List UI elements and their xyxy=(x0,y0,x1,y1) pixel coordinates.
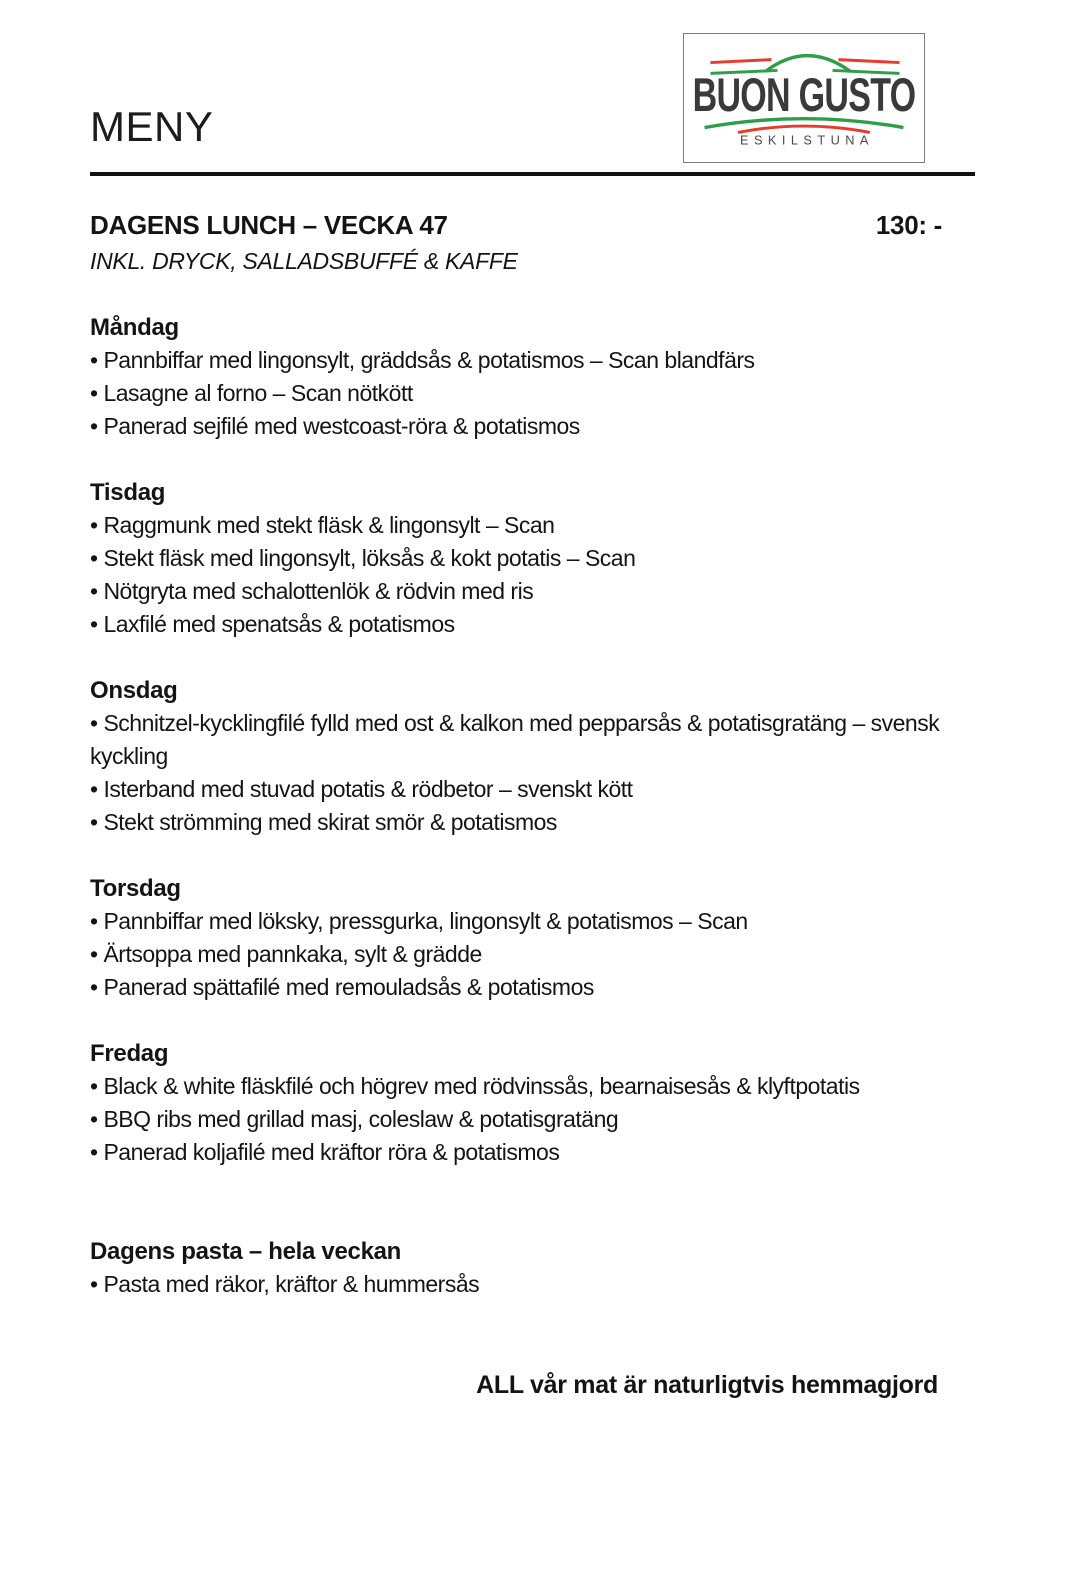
menu-item: • Laxfilé med spenatsås & potatismos xyxy=(90,611,455,638)
menu-sections xyxy=(90,311,1000,1301)
day-heading: Dagens pasta – hela veckan xyxy=(90,1238,402,1266)
restaurant-logo xyxy=(683,33,925,163)
day-heading: Fredag xyxy=(90,1040,169,1068)
day-heading: Tisdag xyxy=(90,479,166,507)
menu-day-section xyxy=(90,1037,1000,1169)
footer-note: ALL vår mat är naturligtvis hemmagjord xyxy=(476,1371,938,1400)
day-heading: Torsdag xyxy=(90,875,181,903)
buon-gusto-logo-icon xyxy=(684,34,924,162)
menu-item: • Stekt fläsk med lingonsylt, löksås & kokt potatis – Scan xyxy=(90,545,636,572)
menu-item: • Nötgryta med schalottenlök & rödvin med ris xyxy=(90,578,534,605)
day-items xyxy=(90,344,1000,443)
day-items xyxy=(90,1070,1000,1169)
menu-item: • Pasta med räkor, kräftor & hummersås xyxy=(90,1271,480,1298)
menu-day-section xyxy=(90,872,1000,1004)
logo-brand-text: BUON GUSTO xyxy=(692,68,916,122)
day-items xyxy=(90,1268,1000,1301)
menu-item: • Lasagne al forno – Scan nötkött xyxy=(90,380,413,407)
menu-item: • Black & white fläskfilé och högrev med rödvinssås, bearnaisesås & klyftpotatis xyxy=(90,1073,860,1100)
lunch-subtitle: INKL. DRYCK, SALLADSBUFFÉ & KAFFE xyxy=(90,248,518,275)
menu-item: • Panerad sejfilé med westcoast-röra & potatismos xyxy=(90,413,580,440)
menu-item: • Pannbiffar med lingonsylt, gräddsås & potatismos – Scan blandfärs xyxy=(90,347,755,374)
menu-item: • Stekt strömming med skirat smör & potatismos xyxy=(90,809,557,836)
menu-day-section xyxy=(90,674,1000,839)
menu-item: • BBQ ribs med grillad masj, coleslaw & potatisgratäng xyxy=(90,1106,619,1133)
page-title: MENY xyxy=(90,103,214,150)
day-items xyxy=(90,509,1000,641)
logo-top-left-red-line xyxy=(710,60,771,63)
lunch-header xyxy=(90,210,1000,241)
logo-top-right-red-line xyxy=(838,60,899,63)
menu-item: • Isterband med stuvad potatis & rödbetor – svenskt kött xyxy=(90,776,633,803)
menu-day-section xyxy=(90,476,1000,641)
lunch-title: DAGENS LUNCH – VECKA 47 xyxy=(90,210,448,241)
day-heading: Onsdag xyxy=(90,677,178,705)
day-items xyxy=(90,905,1000,1004)
menu-item: • Pannbiffar med löksky, pressgurka, lingonsylt & potatismos – Scan xyxy=(90,908,748,935)
day-heading: Måndag xyxy=(90,314,179,342)
menu-item: • Panerad koljafilé med kräftor röra & potatismos xyxy=(90,1139,560,1166)
logo-city-text: ESKILSTUNA xyxy=(740,132,874,148)
menu-item: • Schnitzel-kycklingfilé fylld med ost & kalkon med pepparsås & potatisgratäng – svensk kyckling xyxy=(90,710,940,770)
menu-item: • Raggmunk med stekt fläsk & lingonsylt – Scan xyxy=(90,512,555,539)
menu-item: • Ärtsoppa med pannkaka, sylt & grädde xyxy=(90,941,482,968)
menu-day-section xyxy=(90,311,1000,443)
lunch-price: 130: - xyxy=(875,210,942,241)
menu-day-section xyxy=(90,1235,1000,1301)
divider-rule xyxy=(90,172,975,176)
day-items xyxy=(90,707,1000,839)
menu-item: • Panerad spättafilé med remouladsås & potatismos xyxy=(90,974,594,1001)
